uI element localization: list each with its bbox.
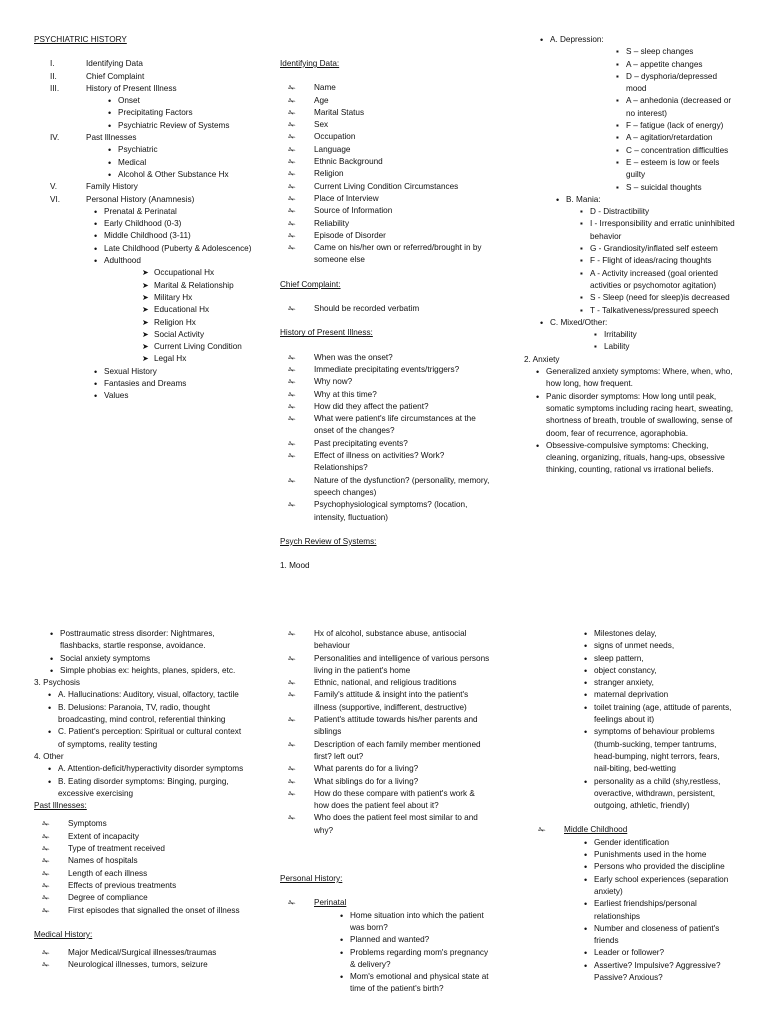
bullet-item: ▪ Lability <box>594 341 736 353</box>
bullet-item: • Persons who provided the discipline <box>582 861 736 873</box>
checklist-item: ✁ Neurological illnesses, tumors, seizure <box>34 959 249 971</box>
bullet-item: • B. Eating disorder symptoms: Binging, purging, excessive exercising <box>46 776 249 801</box>
outline-number: III. <box>50 83 60 93</box>
checklist-item: ✁ Family's attitude & insight into the patient's illness (supportive, indifferent, destructive) <box>280 689 492 714</box>
checklist-item: ✁ Effects of previous treatments <box>34 880 249 892</box>
adulthood-sublist <box>142 267 262 365</box>
bullet-item: • A. Attention-deficit/hyperactivity disorder symptoms <box>46 763 249 775</box>
bullet-item: • Early school experiences (separation anxiety) <box>582 874 736 899</box>
checklist-item: ✁ Past precipitating events? <box>280 438 495 450</box>
bullet-item: ▪ E – esteem is low or feels guilty <box>616 157 736 182</box>
bullet-item: • Values <box>92 390 259 402</box>
bullet-item: ▪ A – anhedonia (decreased or no interest) <box>616 95 736 120</box>
identifying-data-heading: Identifying Data: <box>280 59 340 68</box>
bullet-item: ➤ Occupational Hx <box>142 267 262 279</box>
bullet-item: • Fantasies and Dreams <box>92 378 259 390</box>
bullet-item: ▪ A – agitation/retardation <box>616 132 736 144</box>
checklist-item: ✁ Who does the patient feel most similar to and why? <box>280 812 492 837</box>
bullet-item: • toilet training (age, attitude of parents, feelings about it) <box>582 702 736 727</box>
past-illness-sublist <box>106 144 259 181</box>
bullet-item: • Leader or follower? <box>582 947 736 959</box>
mania-heading: • B. Mania: <box>554 194 736 206</box>
checklist-item: ✁ What parents do for a living? <box>280 763 492 775</box>
outline-label: Chief Complaint <box>86 71 145 81</box>
bullet-item: ▪ F – fatigue (lack of energy) <box>616 120 736 132</box>
psych-review-heading: Psych Review of Systems: <box>280 536 377 546</box>
checklist-item: ✁ How do these compare with patient's work & how does the patient feel about it? <box>280 788 492 813</box>
outline-label: Family History <box>86 182 138 192</box>
perinatal-title: Perinatal <box>314 898 347 908</box>
outline-number: IV. <box>50 133 60 143</box>
bullet-item: • Late Childhood (Puberty & Adolescence) <box>92 243 259 255</box>
bullet-item: • maternal deprivation <box>582 689 736 701</box>
chief-complaint-heading: Chief Complaint: <box>280 279 341 289</box>
personal-history-heading: Personal History: <box>280 874 343 884</box>
bullet-item: • C. Patient's perception: Spiritual or cultural context of symptoms, reality testing <box>46 726 249 751</box>
checklist-item: ✁ Degree of compliance <box>34 892 249 904</box>
checklist-item: ✁ Should be recorded verbatim <box>280 303 495 315</box>
psychosis-heading: 3. Psychosis <box>34 678 80 688</box>
outline-number: V. <box>50 182 57 192</box>
checklist-item: ✁ Ethnic Background <box>280 156 495 168</box>
outline-column <box>34 34 259 403</box>
checklist-item: ✁ Reliability <box>280 218 495 230</box>
checklist-item: ✁ Major Medical/Surgical illnesses/traumas <box>34 947 249 959</box>
middle-childhood-title: Middle Childhood <box>564 825 628 835</box>
family-history-list <box>280 628 492 837</box>
bullet-item: ▪ A – appetite changes <box>616 59 736 71</box>
checklist-item: ✁ Personalities and intelligence of various persons living in the patient's home <box>280 653 492 678</box>
bullet-item: • Prenatal & Perinatal <box>92 206 259 218</box>
early-childhood-list <box>582 628 736 812</box>
bullet-item: ➤ Current Living Condition <box>142 341 262 353</box>
bullet-item: • Onset <box>106 95 259 107</box>
checklist-item: ✁ Marital Status <box>280 107 495 119</box>
bullet-item: ▪ A - Activity increased (goal oriented activities or psychomotor agitation) <box>580 268 736 293</box>
bullet-item: • sleep pattern, <box>582 653 736 665</box>
checklist-item: ✁ What siblings do for a living? <box>280 776 492 788</box>
bullet-item: • stranger anxiety, <box>582 677 736 689</box>
bullet-item: • B. Delusions: Paranoia, TV, radio, thought broadcasting, mind control, referential thinking <box>46 702 249 727</box>
bullet-item: • personality as a child (shy,restless, overactive, withdrawn, persistent, outgoing, athletic, friendly) <box>582 776 736 813</box>
checklist-item: ✁ Why now? <box>280 376 495 388</box>
medical-history-list <box>34 947 249 972</box>
bullet-item: • Simple phobias ex: heights, planes, spiders, etc. <box>48 665 249 677</box>
outline-label: History of Present Illness <box>86 83 177 93</box>
checklist-item: ✁ Occupation <box>280 131 495 143</box>
mania-list <box>580 206 736 317</box>
bullet-item: • Early Childhood (0-3) <box>92 218 259 230</box>
childhood-column <box>530 628 736 984</box>
psychosis-list <box>46 689 249 750</box>
middle-childhood-heading <box>530 824 736 836</box>
bullet-item: ▪ S - Sleep (need for sleep)is decreased <box>580 292 736 304</box>
bullet-item: • Mom's emotional and physical state at time of the patient's birth? <box>338 971 492 996</box>
psych-systems-column <box>34 628 249 972</box>
depression-heading-list <box>538 34 736 46</box>
checklist-item: ✁ When was the onset? <box>280 352 495 364</box>
bullet-item: • Number and closeness of patient's friends <box>582 923 736 948</box>
outline-item <box>34 58 259 70</box>
bullet-item: • Precipitating Factors <box>106 107 259 119</box>
anxiety-heading: 2. Anxiety <box>524 354 560 364</box>
checklist-item: ✁ Extent of incapacity <box>34 831 249 843</box>
checklist-item: ✁ Why at this time? <box>280 389 495 401</box>
anxiety-continued-list <box>48 628 249 677</box>
bullet-item: ▪ T - Talkativeness/pressured speech <box>580 305 736 317</box>
checklist-item: ✁ What were patient's life circumstances at the onset of the changes? <box>280 413 495 438</box>
bullet-item: • Milestones delay, <box>582 628 736 640</box>
past-illnesses-list <box>34 818 249 916</box>
bullet-item: ▪ I - Irresponsibility and erratic uninhibited behavior <box>580 218 736 243</box>
bullet-item: • Posttraumatic stress disorder: Nightmares, flashbacks, startle response, avoidance. <box>48 628 249 653</box>
bullet-item: ▪ Irritability <box>594 329 736 341</box>
outline-item <box>34 181 259 193</box>
bullet-item: • Social anxiety symptoms <box>48 653 249 665</box>
past-illnesses-heading: Past Illnesses: <box>34 801 87 811</box>
bullet-item: • Psychiatric Review of Systems <box>106 120 259 132</box>
checklist-item: ✁ Hx of alcohol, substance abuse, antisocial behaviour <box>280 628 492 653</box>
checklist-item: ✁ Name <box>280 82 495 94</box>
chief-complaint-list <box>280 303 495 315</box>
checklist-item: ✁ Place of Interview <box>280 193 495 205</box>
checklist-item: ✁ First episodes that signalled the onset of illness <box>34 905 249 917</box>
bullet-item: ➤ Marital & Relationship <box>142 280 262 292</box>
outline-list-c <box>34 181 259 206</box>
bullet-item: • Assertive? Impulsive? Aggressive? Passive? Anxious? <box>582 960 736 985</box>
checklist-item: ✁ Current Living Condition Circumstances <box>280 181 495 193</box>
bullet-item: ▪ S – suicidal thoughts <box>616 182 736 194</box>
identifying-column <box>280 58 495 572</box>
other-heading: 4. Other <box>34 751 64 761</box>
identifying-data-list <box>280 82 495 266</box>
bullet-item: • Generalized anxiety symptoms: Where, when, who, how long, how frequent. <box>534 366 736 391</box>
outline-number: VI. <box>50 194 61 204</box>
family-column <box>280 628 492 996</box>
checklist-item: ✁ Ethnic, national, and religious traditions <box>280 677 492 689</box>
bullet-item: ▪ D – dysphoria/depressed mood <box>616 71 736 96</box>
mania-heading-list <box>554 194 736 206</box>
perinatal-heading <box>280 897 492 909</box>
checklist-item: ✁ Type of treatment received <box>34 843 249 855</box>
bullet-item: ▪ C – concentration difficulties <box>616 145 736 157</box>
bullet-item: • Problems regarding mom's pregnancy & delivery? <box>338 947 492 972</box>
checklist-item: ✁ Symptoms <box>34 818 249 830</box>
outline-label: Personal History (Anamnesis) <box>86 194 195 204</box>
bullet-item: • symptoms of behaviour problems (thumb-sucking, temper tantrums, head-bumping, night terrors, fears, nail-biting, bed-wetting <box>582 726 736 775</box>
bullet-item: ▪ D - Distractibility <box>580 206 736 218</box>
outline-item <box>34 83 259 95</box>
bullet-item: ➤ Legal Hx <box>142 353 262 365</box>
bullet-item: ▪ G - Grandiosity/inflated self esteem <box>580 243 736 255</box>
bullet-item: ➤ Religion Hx <box>142 317 262 329</box>
bullet-item: ➤ Social Activity <box>142 329 262 341</box>
checklist-item: ✁ Names of hospitals <box>34 855 249 867</box>
bullet-item: • Obsessive-compulsive symptoms: Checking, cleaning, organizing, rituals, hang-ups, obsessive thinking, counting, rational vs irrational beliefs. <box>534 440 736 477</box>
hpi-sublist <box>106 95 259 132</box>
perinatal-heading-list <box>280 897 492 909</box>
bullet-item: • Punishments used in the home <box>582 849 736 861</box>
checklist-item: ✁ Immediate precipitating events/triggers? <box>280 364 495 376</box>
outline-list-a <box>34 58 259 95</box>
outline-item <box>34 132 259 144</box>
hpi-question-list <box>280 352 495 524</box>
anxiety-list <box>534 366 736 477</box>
mixed-list <box>594 329 736 354</box>
checklist-item: ✁ Sex <box>280 119 495 131</box>
perinatal-list <box>338 910 492 996</box>
bullet-item: • A. Hallucinations: Auditory, visual, olfactory, tactile <box>46 689 249 701</box>
outline-label: Identifying Data <box>86 59 143 69</box>
depression-heading: • A. Depression: <box>538 34 736 46</box>
depression-list <box>616 46 736 194</box>
bullet-item: • Panic disorder symptoms: How long until peak, somatic symptoms including racing heart, sweating, shortness of breath, trouble of swallowing, sense of doom, fear of recurrence, agoraphobia. <box>534 391 736 440</box>
checklist-item: ✁ Episode of Disorder <box>280 230 495 242</box>
personal-history-sublist-2 <box>92 366 259 403</box>
outline-number: I. <box>50 59 55 69</box>
bullet-item: • Gender identification <box>582 837 736 849</box>
checklist-item: ✁ Religion <box>280 168 495 180</box>
bullet-item: • Sexual History <box>92 366 259 378</box>
outline-number: II. <box>50 71 57 81</box>
medical-history-heading: Medical History: <box>34 929 93 939</box>
checklist-item: ✁ Length of each illness <box>34 868 249 880</box>
checklist-item: ✁ Patient's attitude towards his/her parents and siblings <box>280 714 492 739</box>
outline-list-b <box>34 132 259 144</box>
bullet-item: • Alcohol & Other Substance Hx <box>106 169 259 181</box>
bullet-item: ▪ F - Flight of ideas/racing thoughts <box>580 255 736 267</box>
mixed-heading-list <box>538 317 736 329</box>
outline-label: Past Illnesses <box>86 133 137 143</box>
outline-item <box>34 194 259 206</box>
outline-item <box>34 71 259 83</box>
middle-childhood-list <box>582 837 736 985</box>
bullet-item: ▪ S – sleep changes <box>616 46 736 58</box>
hpi-heading: History of Present Illness: <box>280 328 373 338</box>
checklist-item: ✁ Language <box>280 144 495 156</box>
checklist-item: ✁ Nature of the dysfunction? (personality, memory, speech changes) <box>280 475 495 500</box>
bullet-item: • object constancy, <box>582 665 736 677</box>
checklist-item: ✁ Age <box>280 95 495 107</box>
bullet-item: ➤ Educational Hx <box>142 304 262 316</box>
bullet-item: • Home situation into which the patient was born? <box>338 910 492 935</box>
other-list <box>46 763 249 800</box>
checklist-item: ✁ Psychophysiological symptoms? (location, intensity, fluctuation) <box>280 499 495 524</box>
bullet-item: • Adulthood <box>92 255 259 267</box>
checklist-item: ✁ Source of Information <box>280 205 495 217</box>
bullet-item: • Medical <box>106 157 259 169</box>
mixed-heading: • C. Mixed/Other: <box>538 317 736 329</box>
middle-childhood-heading-list <box>530 824 736 836</box>
checklist-item: ✁ How did they affect the patient? <box>280 401 495 413</box>
bullet-item: • Earliest friendships/personal relationships <box>582 898 736 923</box>
checklist-item: ✁ Came on his/her own or referred/brought in by someone else <box>280 242 495 267</box>
bullet-item: • Psychiatric <box>106 144 259 156</box>
bullet-item: ➤ Military Hx <box>142 292 262 304</box>
bullet-item: • signs of unmet needs, <box>582 640 736 652</box>
checklist-item: ✁ Description of each family member mentioned first? left out? <box>280 739 492 764</box>
review-systems-column <box>524 34 736 477</box>
bullet-item: • Planned and wanted? <box>338 934 492 946</box>
personal-history-sublist <box>92 206 259 267</box>
mood-heading: 1. Mood <box>280 561 310 571</box>
checklist-item: ✁ Effect of illness on activities? Work? Relationships? <box>280 450 495 475</box>
bullet-item: • Middle Childhood (3-11) <box>92 230 259 242</box>
document-title: PSYCHIATRIC HISTORY <box>34 35 127 44</box>
